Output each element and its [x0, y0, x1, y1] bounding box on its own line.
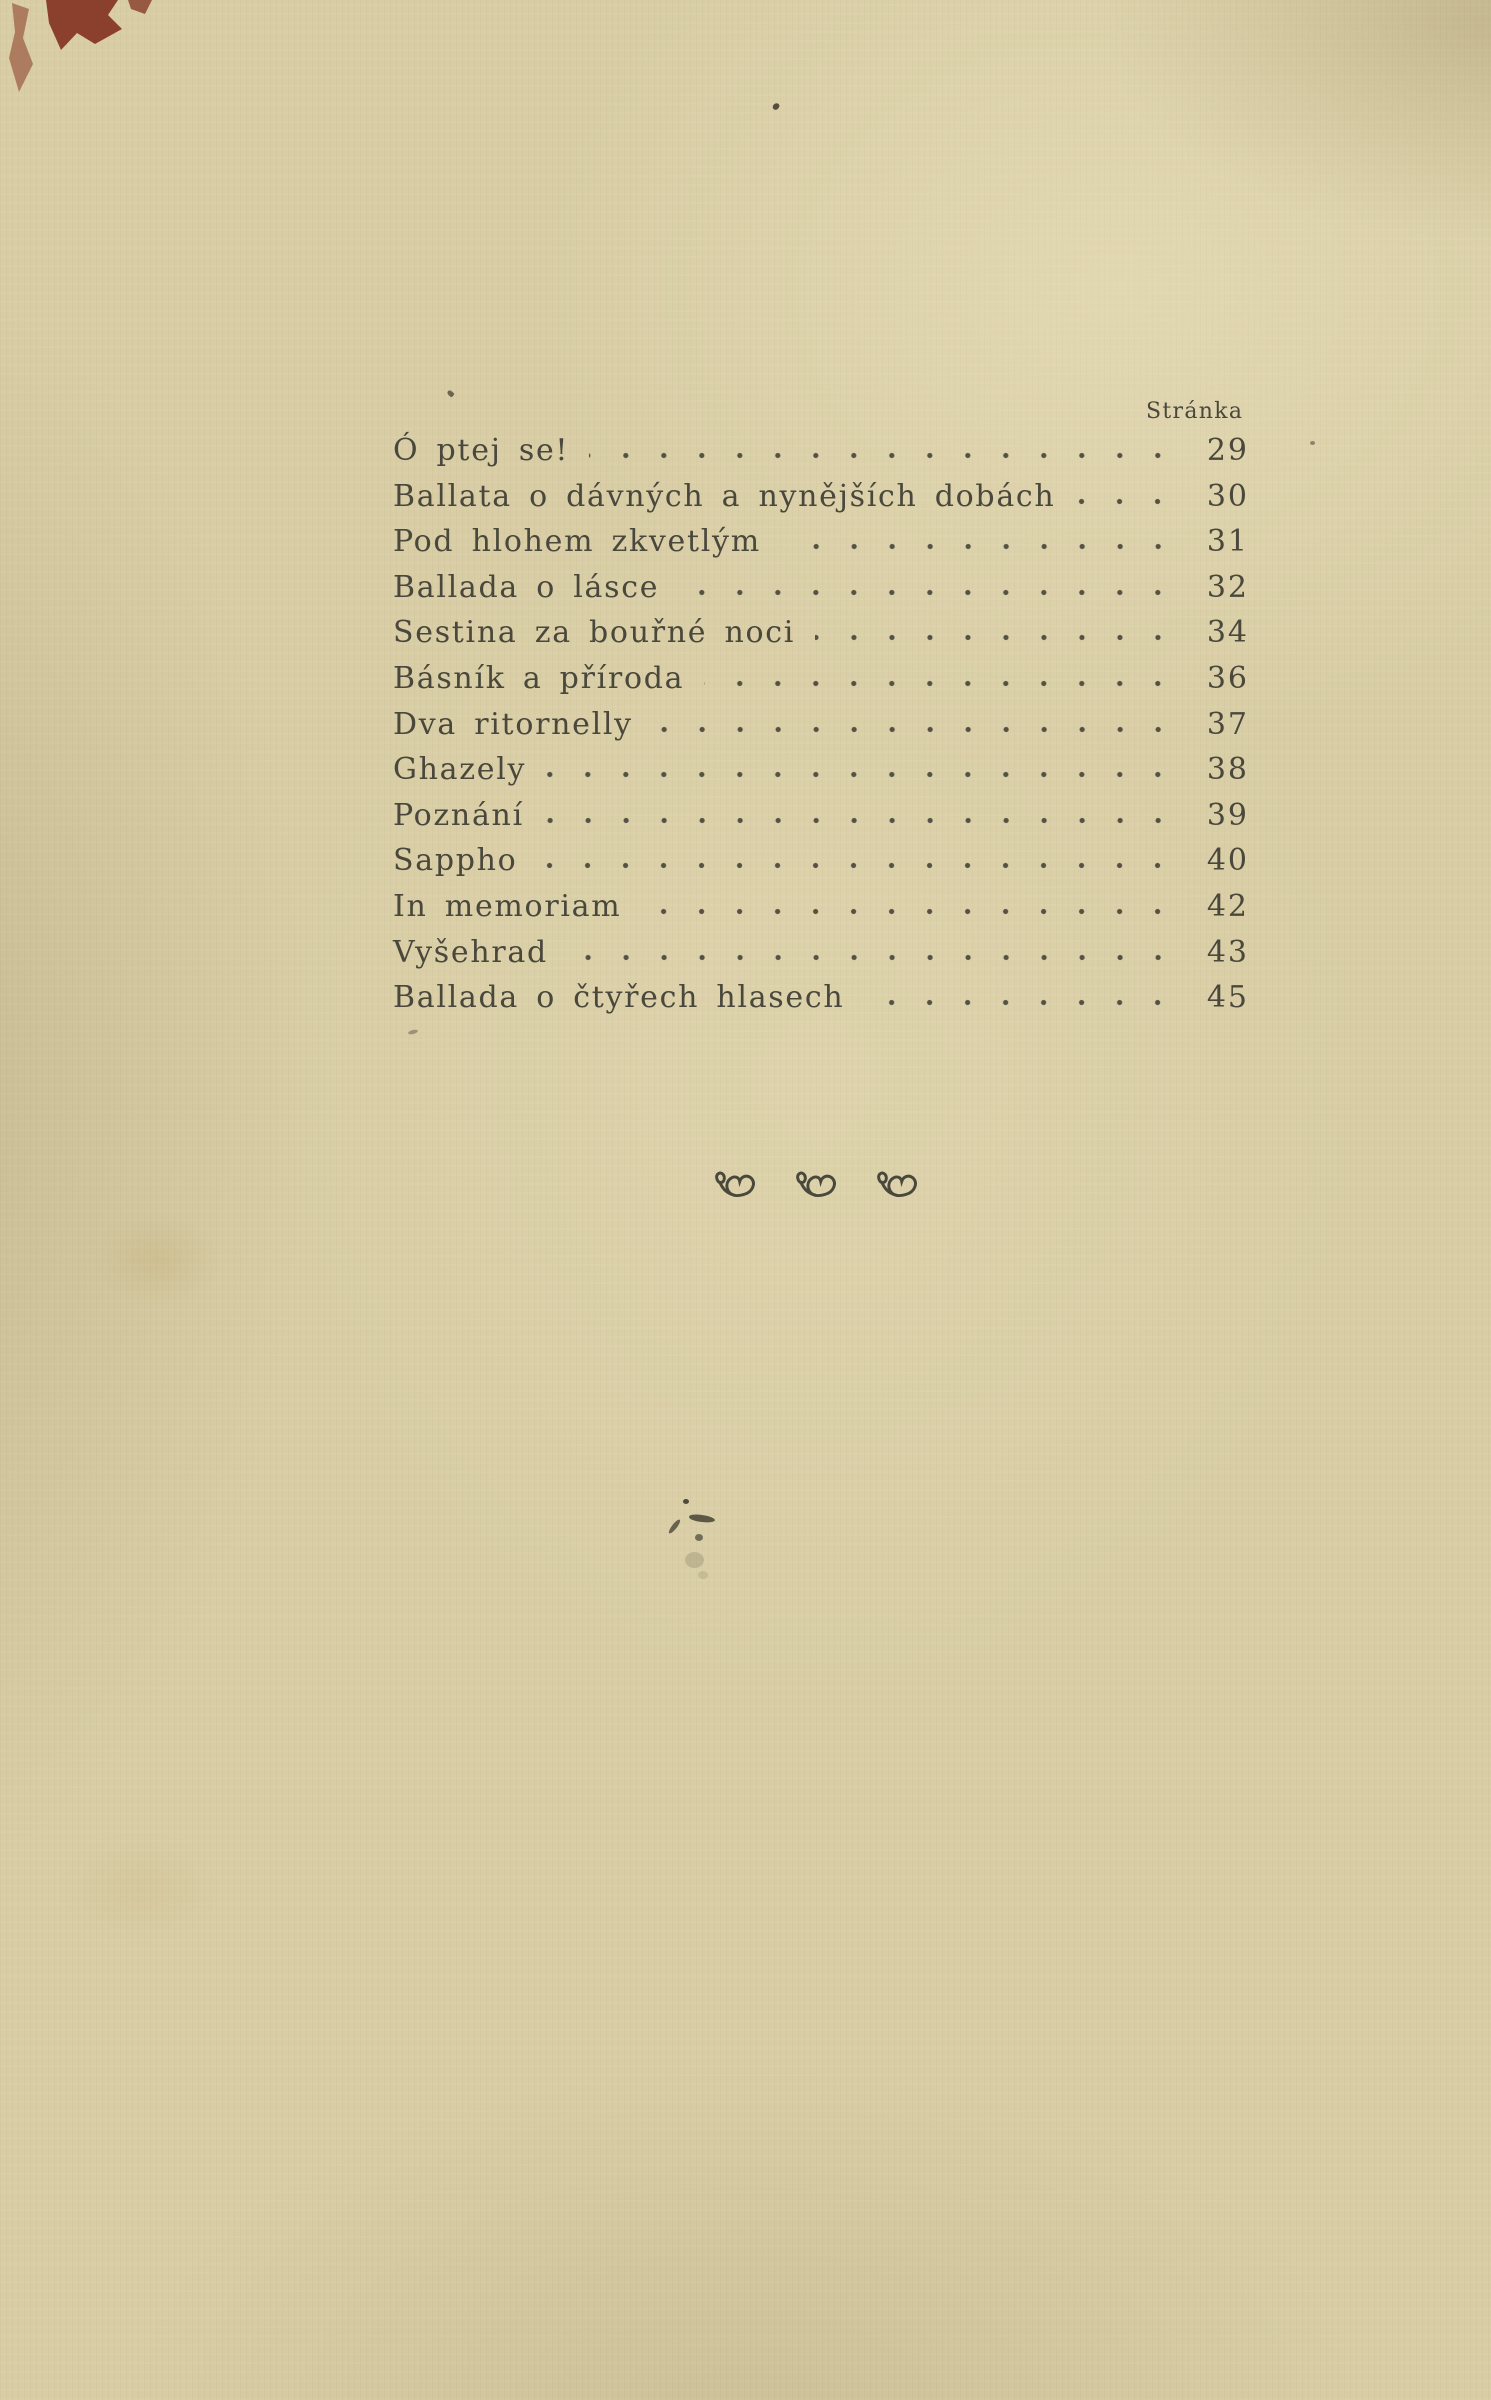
toc-entry-page-number: 39	[1206, 797, 1249, 833]
dot-leader	[864, 998, 1177, 1007]
toc-entry	[393, 752, 1249, 798]
toc-entry-title: Dva ritornelly	[393, 706, 633, 742]
toc-entry-title: Básník a příroda	[393, 660, 685, 696]
paper-speck	[1310, 441, 1315, 445]
toc-entry-title: Sappho	[393, 843, 518, 879]
toc-entry-title: Pod hlohem zkvetlým	[393, 524, 761, 560]
toc-entry-title: Poznání	[393, 797, 524, 833]
ink-smudge	[667, 1518, 681, 1534]
toc-entry-page-number: 32	[1206, 569, 1249, 605]
toc-entry-page-number: 43	[1206, 934, 1249, 970]
toc-entry-page-number: 38	[1206, 752, 1249, 788]
toc-entry	[393, 524, 1249, 570]
page-column-header: Stránka	[1146, 399, 1244, 424]
toc-entry	[393, 935, 1249, 981]
toc-entry	[393, 479, 1249, 525]
hedera-fleuron-icon	[874, 1164, 926, 1204]
dot-leader	[544, 816, 1177, 825]
toc-entry	[393, 889, 1249, 935]
dot-leader	[781, 542, 1177, 551]
toc-entry-page-number: 36	[1206, 660, 1249, 696]
paper-speck	[408, 1029, 419, 1035]
toc-entry-page-number: 30	[1206, 478, 1249, 514]
toc-entry-title: Ballada o čtyřech hlasech	[393, 980, 845, 1016]
paper-stain	[92, 1212, 222, 1307]
toc-entry	[393, 433, 1249, 479]
toc-entry-page-number: 34	[1206, 615, 1249, 651]
toc-entry-page-number: 37	[1206, 706, 1249, 742]
paper-speck	[446, 389, 455, 397]
hedera-fleuron-icon	[793, 1164, 845, 1204]
table-of-contents	[393, 433, 1249, 1026]
ink-smudge	[689, 1513, 716, 1523]
toc-entry-title: Sestina za bouřné noci	[393, 615, 796, 651]
toc-entry-page-number: 40	[1206, 843, 1249, 879]
hedera-fleuron-icon	[712, 1164, 764, 1204]
toc-entry	[393, 843, 1249, 889]
toc-entry	[393, 798, 1249, 844]
toc-entry-title: Ó ptej se!	[393, 433, 570, 468]
dot-leader	[1075, 497, 1177, 506]
toc-entry-title: In memoriam	[393, 888, 622, 924]
ink-smudge	[695, 1534, 703, 1541]
dot-leader	[546, 770, 1177, 779]
dot-leader	[653, 725, 1177, 734]
toc-entry-page-number: 29	[1206, 433, 1249, 468]
paper-stain	[55, 1828, 225, 1948]
dot-leader	[679, 588, 1177, 597]
toc-entry-title: Ballada o lásce	[393, 569, 660, 605]
toc-entry-page-number: 31	[1206, 524, 1249, 560]
toc-entry	[393, 615, 1249, 661]
ink-smudge	[683, 1499, 689, 1504]
dot-leader	[568, 953, 1177, 962]
ornament-row	[712, 1164, 926, 1204]
ink-smudge	[698, 1571, 708, 1579]
paper-speck	[772, 102, 781, 111]
toc-entry	[393, 707, 1249, 753]
toc-entry-page-number: 45	[1206, 980, 1249, 1016]
toc-entry	[393, 661, 1249, 707]
toc-entry	[393, 570, 1249, 616]
toc-entry-page-number: 42	[1206, 888, 1249, 924]
dot-leader	[704, 679, 1177, 688]
ink-smudge	[685, 1552, 704, 1568]
dot-leader	[589, 451, 1177, 460]
toc-entry-title: Vyšehrad	[393, 934, 548, 970]
dot-leader	[641, 907, 1177, 916]
torn-corner-marks	[0, 0, 200, 200]
toc-entry	[393, 980, 1249, 1026]
corner-mark-shape	[128, 0, 152, 14]
corner-edge-streak	[9, 3, 33, 92]
toc-entry-title: Ghazely	[393, 752, 527, 788]
dot-leader	[537, 861, 1177, 870]
corner-mark-shape	[46, 0, 122, 50]
dot-leader	[815, 633, 1177, 642]
toc-entry-title: Ballata o dávných a nynějších dobách	[393, 478, 1056, 514]
